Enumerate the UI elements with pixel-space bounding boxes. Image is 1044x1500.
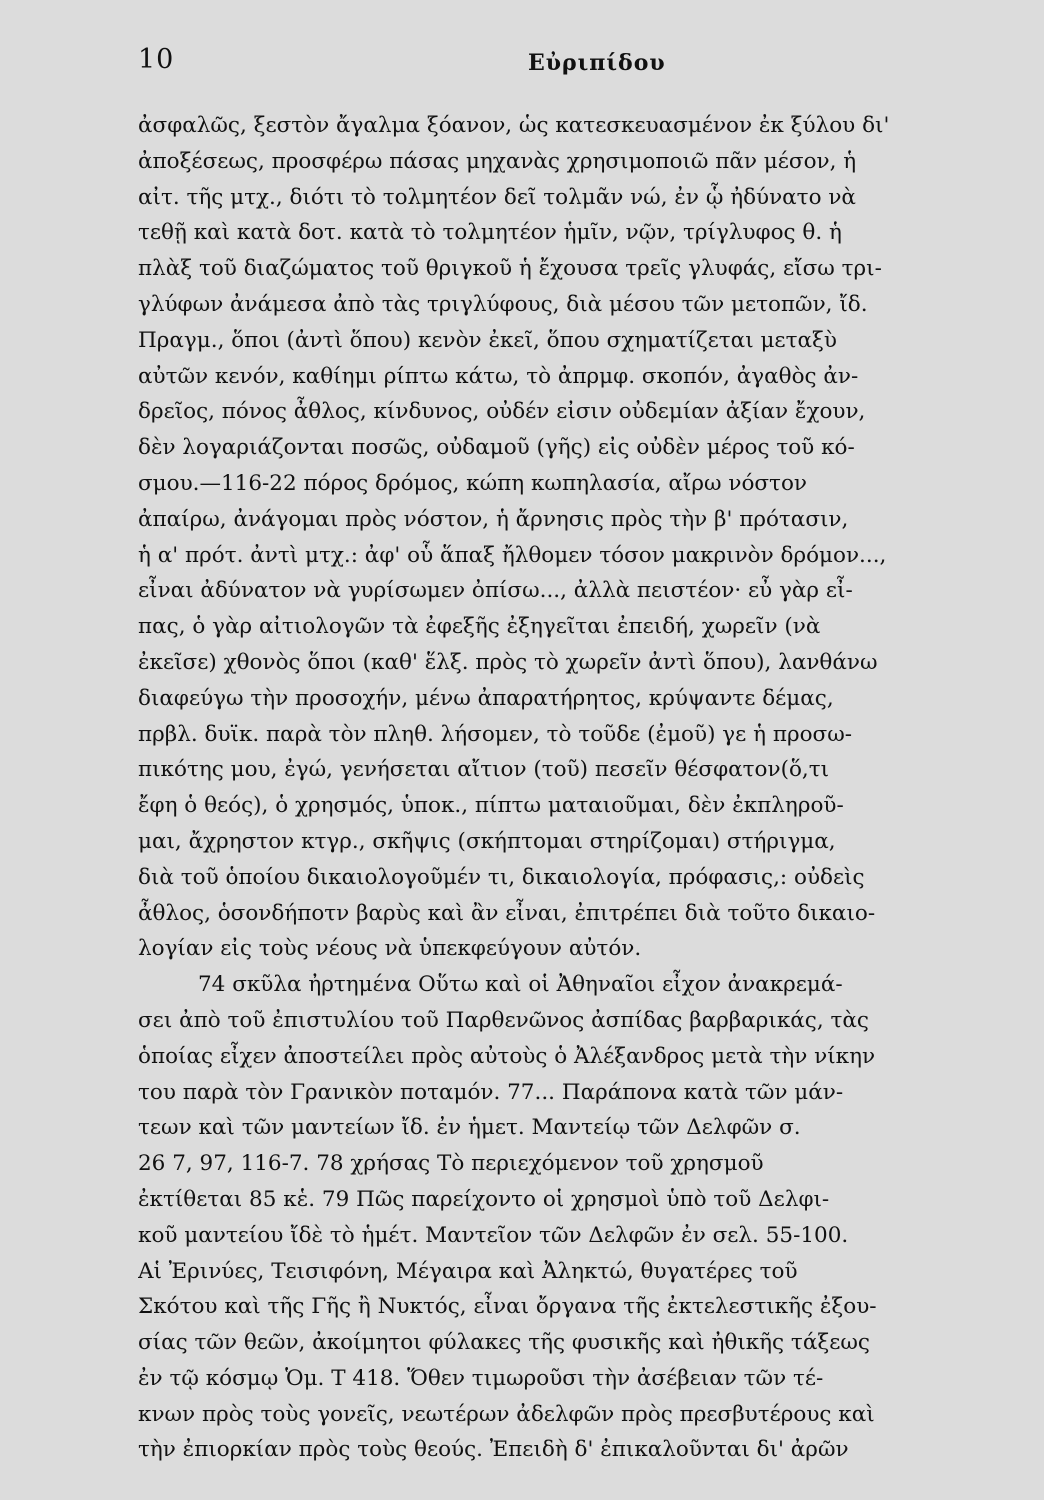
text-line: σμου.—116-22 πόρος δρόμος, κώπη κωπηλασία, αἴρω νόστον bbox=[138, 470, 807, 496]
text-line: ἀπαίρω, ἀνάγομαι πρὸς νόστον, ἡ ἄρνησις πρὸς τὴν β' πρότασιν, bbox=[138, 506, 849, 532]
running-title: Εὐριπίδου bbox=[528, 50, 666, 76]
text-line: ἀσφαλῶς, ξεστὸν ἄγαλμα ξόανον, ὡς κατεσκευασμένον ἐκ ξύλου δι' bbox=[138, 113, 890, 138]
text-line: δὲν λογαριάζονται ποσῶς, οὐδαμοῦ (γῆς) εἰς οὐδὲν μέρος τοῦ κό- bbox=[138, 435, 855, 461]
text-line: κνων πρὸς τοὺς γονεῖς, νεωτέρων ἀδελφῶν πρὸς πρεσβυτέρους καὶ bbox=[138, 1401, 875, 1427]
text-line: τεων καὶ τῶν μαντείων ἴδ. ἐν ἡμετ. Μαντείῳ τῶν Δελφῶν σ. bbox=[138, 1115, 801, 1141]
text-line: τὴν ἐπιορκίαν πρὸς τοὺς θεούς. Ἐπειδὴ δ' ἐπικαλοῦνται δι' ἀρῶν bbox=[138, 1437, 849, 1463]
text-line: πρβλ. δυϊκ. παρὰ τὸν πληθ. λήσομεν, τὸ τοῦδε (ἐμοῦ) γε ἡ προσω- bbox=[138, 721, 853, 747]
text-line: μαι, ἄχρηστον κτγρ., σκῆψις (σκήπτομαι στηρίζομαι) στήριγμα, bbox=[138, 828, 836, 854]
text-line: γλύφων ἀνάμεσα ἀπὸ τὰς τριγλύφους, διὰ μέσου τῶν μετοπῶν, ἴδ. bbox=[138, 291, 868, 317]
text-line: διὰ τοῦ ὁποίου δικαιολογοῦμέν τι, δικαιολογία, πρόφασις,: οὐδεὶς bbox=[138, 864, 865, 890]
text-line: ἆθλος, ὁσονδήποτν βαρὺς καὶ ἂν εἶναι, ἐπιτρέπει διὰ τοῦτο δικαιο- bbox=[138, 900, 876, 926]
text-line: πλὰξ τοῦ διαζώματος τοῦ θριγκοῦ ἡ ἔχουσα τρεῖς γλυφάς, εἴσω τρι- bbox=[138, 256, 882, 282]
text-line: Πραγμ., ὅποι (ἀντὶ ὅπου) κενὸν ἐκεῖ, ὅπου σχηματίζεται μεταξὺ bbox=[138, 327, 837, 353]
text-line: του παρὰ τὸν Γρανικὸν ποταμόν. 77... Παράπονα κατὰ τῶν μάν- bbox=[138, 1079, 844, 1105]
text-line: πας, ὁ γὰρ αἰτιολογῶν τὰ ἐφεξῆς ἐξηγεῖται ἐπειδή, χωρεῖν (νὰ bbox=[138, 614, 821, 640]
text-line: 74 σκῦλα ἠρτημένα Οὕτω καὶ οἱ Ἀθηναῖοι εἶχον ἀνακρεμά- bbox=[198, 972, 843, 998]
page-header bbox=[138, 44, 982, 84]
text-line: δρεῖος, πόνος ἆθλος, κίνδυνος, οὐδέν εἰσιν οὐδεμίαν ἀξίαν ἔχουν, bbox=[138, 399, 866, 425]
text-line: ἐν τῷ κόσμῳ Ὁμ. Τ 418. Ὅθεν τιμωροῦσι τὴν ἀσέβειαν τῶν τέ- bbox=[138, 1365, 824, 1391]
text-line: ὁποίας εἶχεν ἀποστείλει πρὸς αὐτοὺς ὁ Ἀλέξανδρος μετὰ τὴν νίκην bbox=[138, 1043, 876, 1069]
page-number: 10 bbox=[138, 44, 175, 75]
text-line: αὐτῶν κενόν, καθίημι ρίπτω κάτω, τὸ ἀπρμφ. σκοπόν, ἀγαθὸς ἀν- bbox=[138, 363, 859, 389]
text-line: λογίαν εἰς τοὺς νέους νὰ ὑπεκφεύγουν αὐτόν. bbox=[138, 936, 642, 962]
text-line: αἰτ. τῆς μτχ., διότι τὸ τολμητέον δεῖ τολμᾶν νώ, ἐν ᾧ ἠδύνατο νὰ bbox=[138, 184, 856, 210]
text-line: ἀποξέσεως, προσφέρω πάσας μηχανὰς χρησιμοποιῶ πᾶν μέσον, ἡ bbox=[138, 148, 857, 174]
text-line: ἔφη ὁ θεός), ὁ χρησμός, ὑποκ., πίπτω ματαιοῦμαι, δὲν ἐκπληροῦ- bbox=[138, 793, 844, 819]
commentary-text bbox=[138, 108, 983, 1468]
text-line: 26 7, 97, 116-7. 78 χρήσας Τὸ περιεχόμενον τοῦ χρησμοῦ bbox=[138, 1151, 764, 1177]
text-line: σει ἀπὸ τοῦ ἐπιστυλίου τοῦ Παρθενῶνος ἀσπίδας βαρβαρικάς, τὰς bbox=[138, 1007, 869, 1033]
text-line: κοῦ μαντείου ἴδὲ τὸ ἡμέτ. Μαντεῖον τῶν Δελφῶν ἐν σελ. 55-100. bbox=[138, 1222, 849, 1248]
text-line: σίας τῶν θεῶν, ἀκοίμητοι φύλακες τῆς φυσικῆς καὶ ἠθικῆς τάξεως bbox=[138, 1330, 870, 1356]
text-line: Σκότου καὶ τῆς Γῆς ἢ Νυκτός, εἶναι ὄργανα τῆς ἐκτελεστικῆς ἐξου- bbox=[138, 1294, 877, 1320]
text-line: Αἱ Ἐρινύες, Τεισιφόνη, Μέγαιρα καὶ Ἀληκτώ, θυγατέρες τοῦ bbox=[138, 1258, 798, 1284]
text-line: τεθῇ καὶ κατὰ δοτ. κατὰ τὸ τολμητέον ἡμῖν, νῷν, τρίγλυφος θ. ἡ bbox=[138, 220, 842, 246]
text-line: ἡ α' πρότ. ἀντὶ μτχ.: ἀφ' οὗ ἅπαξ ἤλθομεν τόσον μακρινὸν δρόμον..., bbox=[138, 542, 887, 568]
text-line: διαφεύγω τὴν προσοχήν, μένω ἀπαρατήρητος, κρύψαντε δέμας, bbox=[138, 685, 834, 711]
text-line: εἶναι ἀδύνατον νὰ γυρίσωμεν ὀπίσω..., ἀλλὰ πειστέον· εὖ γὰρ εἶ- bbox=[138, 578, 853, 604]
text-line: ἐκτίθεται 85 κἑ. 79 Πῶς παρείχοντο οἱ χρησμοὶ ὑπὸ τοῦ Δελφι- bbox=[138, 1186, 830, 1212]
text-line: πικότης μου, ἐγώ, γενήσεται αἴτιον (τοῦ) πεσεῖν θέσφατον(ὅ,τι bbox=[138, 757, 830, 783]
text-line: ἐκεῖσε) χθονὸς ὅποι (καθ' ἕλξ. πρὸς τὸ χωρεῖν ἀντὶ ὅπου), λανθάνω bbox=[138, 649, 878, 675]
